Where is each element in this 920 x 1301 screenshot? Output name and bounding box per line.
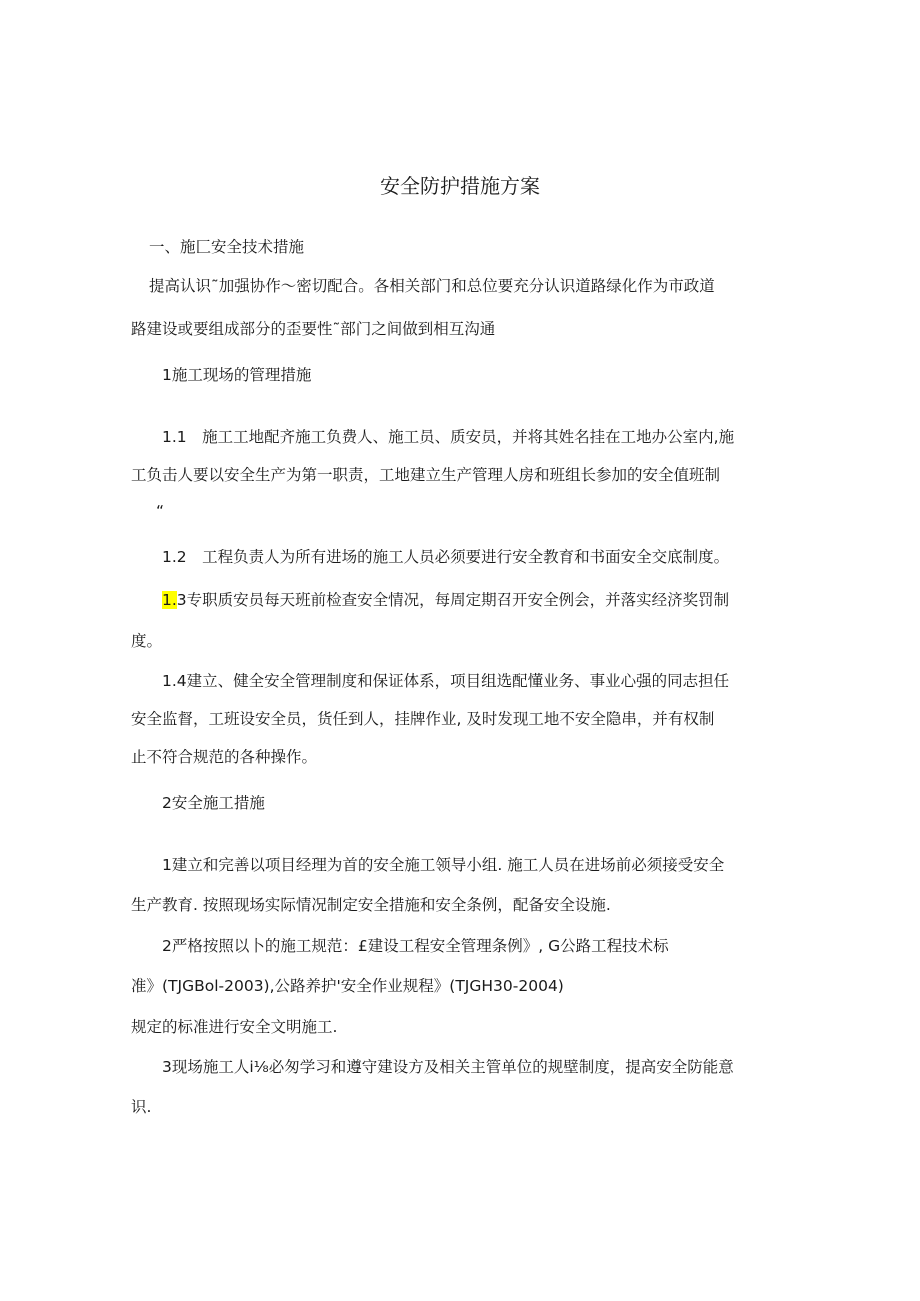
- paragraph-1-3-text: 3专职质安员每天班前检查安全情况，每周定期召开安全例会，并落实经济奖罚制: [176, 591, 730, 609]
- subsection-heading-2: 2安全施工措施: [162, 794, 265, 812]
- highlighted-text: 1.: [162, 591, 177, 609]
- paragraph-2-3-line-1: 3现场施工人i⅛必匆学习和遵守建设方及相关主管单位的规壁制度，提高安全防能意: [162, 1058, 734, 1076]
- paragraph-2-2-line-3: 规定的标准进行安全文明施工.: [131, 1018, 338, 1036]
- paragraph-1-3-line-2: 度。: [131, 632, 163, 650]
- paragraph-1-4-line-3: 止不符合规范的各种操作。: [131, 748, 318, 766]
- paragraph-1-4-line-1: 1.4建立、健全安全管理制度和保证体系，项目组选配懂业务、事业心强的同志担任: [162, 672, 730, 690]
- paragraph-1-3-line-1: [162, 589, 729, 611]
- paragraph-1-1-line-2: 工负击人要以安全生产为第一职责，工地建立生产管理人房和班组长参加的安全值班制: [131, 466, 721, 484]
- paragraph-1-1-line-3: “: [156, 502, 165, 520]
- subsection-heading-1: 1施工现场的管理措施: [162, 366, 312, 384]
- intro-line-2: 路建设或要组成部分的歪要性˜部门之间做到相互沟通: [131, 320, 496, 338]
- paragraph-1-4-line-2: 安全监督，工班设安全员，货任到人，挂牌作业, 及时发现工地不安全隐串，并有权制: [131, 710, 715, 728]
- section-heading: 一、施匚安全技术措施: [149, 238, 305, 256]
- paragraph-2-2-line-2: 准》(TJGBol-2003),公路养护'安全作业规程》(TJGH30-2004): [131, 977, 564, 995]
- paragraph-2-2-line-1: 2严格按照以卜的施工规范：£建设工程安全管理条例》, G公路工程技术标: [162, 937, 669, 955]
- paragraph-1-1-line-1: 1.1 施工工地配齐施工负费人、施工员、质安员，并将其姓名挂在工地办公室内,施: [162, 428, 735, 446]
- paragraph-1-2: 1.2 工程负责人为所有进场的施工人员必须要进行安全教育和书面安全交底制度。: [162, 548, 730, 566]
- paragraph-2-1-line-2: 生产教育. 按照现场实际情况制定安全措施和安全条例，配备安全设施.: [131, 896, 611, 914]
- intro-line-1: 提高认识˜加强协作～密切配合。各相关部门和总位要充分认识道路绿化作为市政道: [149, 277, 715, 295]
- paragraph-2-3-line-2: 识.: [131, 1098, 152, 1116]
- document-title: 安全防护措施方案: [380, 174, 540, 198]
- paragraph-2-1-line-1: 1建立和完善以项目经理为首的安全施工领导小组. 施工人员在进场前必须接受安全: [162, 856, 725, 874]
